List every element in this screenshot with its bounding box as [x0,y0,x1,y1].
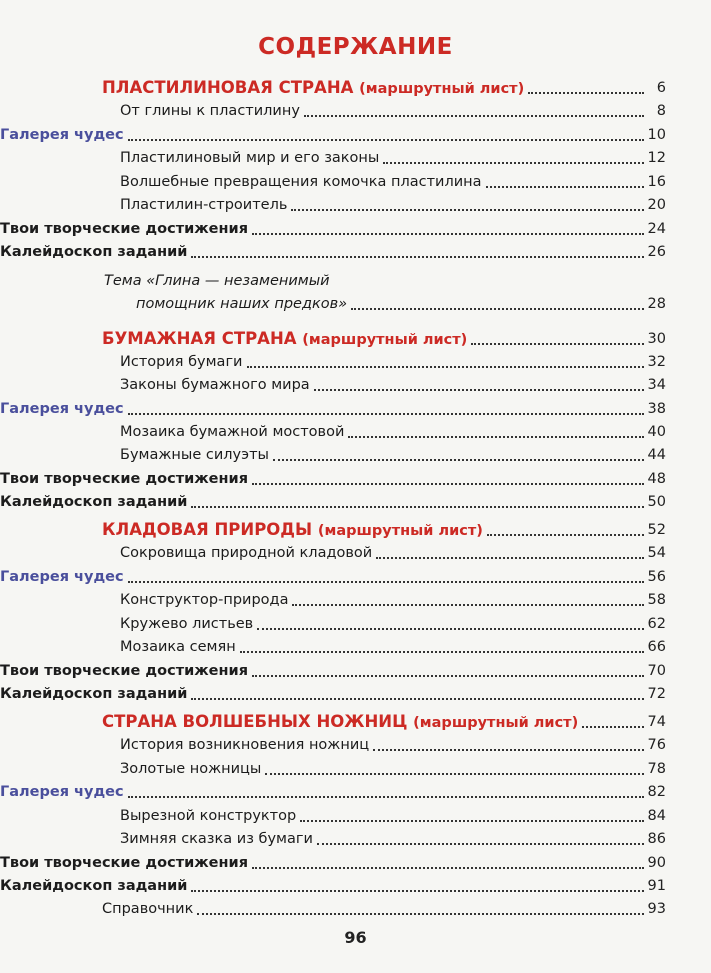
toc-entry[interactable] [0,421,711,443]
toc-leader-dots [252,867,644,869]
toc-entry[interactable] [0,781,711,803]
toc-entry-title: Мозаика бумажной мостовой [120,424,345,440]
toc-entry-page: 32 [647,354,666,370]
toc-entry-title: Золотые ножницы [120,761,262,777]
toc-entry-page: 50 [647,494,666,510]
toc-leader-dots [582,726,644,728]
toc-leader-dots [247,366,645,368]
toc-entry-title: Твои творческие достижения [0,471,249,487]
toc-entry[interactable] [0,491,711,513]
toc-entry[interactable] [0,328,711,350]
toc-leader-dots [317,843,644,845]
toc-leader-dots [351,308,644,310]
toc-entry[interactable] [0,218,711,240]
toc-leader-dots [487,534,644,536]
toc-entry-title: КЛАДОВАЯ ПРИРОДЫ (маршрутный лист) [102,520,483,539]
toc-entry-title: СТРАНА ВОЛШЕБНЫХ НОЖНИЦ (маршрутный лист) [102,712,579,731]
toc-entry-page: 30 [647,331,666,347]
toc-entry[interactable] [0,542,711,564]
toc-entry-page: 56 [647,569,666,585]
toc-entry-title: Твои творческие достижения [0,855,249,871]
page-number: 96 [344,928,367,947]
toc-leader-dots [291,209,644,211]
toc-entry-title: История возникновения ножниц [120,737,370,753]
toc-entry-title: Калейдоскоп заданий [0,686,188,702]
toc-leader-dots [252,675,644,677]
toc-entry-page: 86 [647,831,666,847]
toc-entry-title: Справочник [102,901,194,917]
toc-entry[interactable] [0,351,711,373]
toc-entry[interactable] [0,566,711,588]
toc-entry-title: Зимняя сказка из бумаги [120,831,313,847]
toc-entry[interactable] [0,758,711,780]
toc-entry[interactable] [0,241,711,263]
toc-entry-title: ПЛАСТИЛИНОВАЯ СТРАНА (маршрутный лист) [102,78,525,97]
toc-leader-dots [383,162,644,164]
toc-entry[interactable] [0,519,711,541]
toc-entry-title: Тема «Глина — незаменимый [104,273,330,289]
toc-entry[interactable] [0,660,711,682]
toc-entry-page: 38 [647,401,666,417]
toc-entry-title: Волшебные превращения комочка пластилина [120,174,482,190]
toc-entry-page: 10 [647,127,666,143]
toc-entry-title: Твои творческие достижения [0,663,249,679]
toc-entry-title: Законы бумажного мира [120,377,310,393]
toc-entry[interactable] [0,171,711,193]
toc-entry-page: 52 [647,522,666,538]
toc-entry-page: 6 [656,80,666,96]
toc-entry-page: 72 [647,686,666,702]
toc-entry[interactable] [0,805,711,827]
toc-entry-page: 20 [647,197,666,213]
toc-entry-page: 28 [647,296,666,312]
toc-entry-page: 12 [647,150,666,166]
toc-leader-dots [240,651,644,653]
toc-entry[interactable] [0,293,711,315]
toc-entry-title: Пластилин-строитель [120,197,288,213]
toc-entry-title: История бумаги [120,354,243,370]
toc-entry[interactable] [0,270,711,292]
toc-entry-title: Галерея чудес [0,401,124,417]
toc-entry-page: 90 [647,855,666,871]
toc-leader-dots [128,413,644,415]
toc-entry-page: 58 [647,592,666,608]
toc-entry-page: 74 [647,714,666,730]
toc-entry-page: 82 [647,784,666,800]
toc-entry-page: 8 [656,103,666,119]
toc-entry-page: 24 [647,221,666,237]
toc-leader-dots [252,483,644,485]
toc-entry-title: Галерея чудес [0,784,124,800]
toc-entry[interactable] [0,875,711,897]
toc-entry-title: Кружево листьев [120,616,254,632]
toc-leader-dots [348,436,644,438]
toc-leader-dots [373,749,644,751]
toc-leader-dots [252,233,644,235]
toc-entry-title: помощник наших предков» [136,296,348,312]
toc-entry[interactable] [0,374,711,396]
toc-entry-page: 16 [647,174,666,190]
toc-entry[interactable] [0,77,711,99]
toc-entry[interactable] [0,194,711,216]
toc-entry[interactable] [0,734,711,756]
toc-entry-subtitle: (маршрутный лист) [317,523,483,539]
toc-entry-title: Сокровища природной кладовой [120,545,373,561]
toc-leader-dots [273,459,644,461]
toc-entry[interactable] [0,589,711,611]
toc-entry-title: Мозаика семян [120,639,236,655]
toc-entry-subtitle: (маршрутный лист) [302,332,468,348]
toc-leader-dots [265,773,644,775]
toc-entry-page: 44 [647,447,666,463]
toc-leader-dots [128,139,644,141]
toc-entry-page: 62 [647,616,666,632]
toc-leader-dots [128,796,644,798]
toc-entry-page: 93 [647,901,666,917]
toc-entry-page: 76 [647,737,666,753]
toc-entry[interactable] [0,124,711,146]
toc-entry-page: 66 [647,639,666,655]
toc-entry-page: 34 [647,377,666,393]
toc-leader-dots [191,506,644,508]
toc-entry-title: Конструктор-природа [120,592,289,608]
toc-entry-title: Вырезной конструктор [120,808,297,824]
toc-entry[interactable] [0,468,711,490]
page-title: СОДЕРЖАНИЕ [258,34,453,60]
toc-entry-title: Калейдоскоп заданий [0,494,188,510]
toc-entry-subtitle: (маршрутный лист) [413,715,579,731]
toc-leader-dots [471,343,644,345]
toc-leader-dots [191,890,644,892]
toc-leader-dots [376,557,644,559]
toc-leader-dots [197,913,644,915]
toc-leader-dots [191,256,644,258]
toc-entry-page: 84 [647,808,666,824]
toc-entry-page: 70 [647,663,666,679]
toc-entry[interactable] [0,398,711,420]
toc-entry-title: Пластилиновый мир и его законы [120,150,380,166]
toc-entry[interactable] [0,711,711,733]
toc-entry-page: 78 [647,761,666,777]
toc-entry-page: 48 [647,471,666,487]
toc-entry[interactable] [0,898,711,920]
toc-entry-title: Галерея чудес [0,569,124,585]
toc-entry-title: От глины к пластилину [120,103,300,119]
toc-leader-dots [486,186,644,188]
toc-entry[interactable] [0,444,711,466]
toc-leader-dots [304,115,644,117]
toc-entry[interactable] [0,100,711,122]
toc-entry-title: Твои творческие достижения [0,221,249,237]
toc-leader-dots [300,820,644,822]
toc-entry-title: БУМАЖНАЯ СТРАНА (маршрутный лист) [102,329,468,348]
toc-entry-title: Калейдоскоп заданий [0,878,188,894]
toc-leader-dots [292,604,644,606]
toc-entry-page: 54 [647,545,666,561]
toc-leader-dots [314,389,644,391]
toc-entry[interactable] [0,683,711,705]
toc-entry-title: Калейдоскоп заданий [0,244,188,260]
toc-leader-dots [191,698,644,700]
toc-entry-page: 26 [647,244,666,260]
toc-leader-dots [128,581,644,583]
toc-entry-subtitle: (маршрутный лист) [359,81,525,97]
toc-leader-dots [257,628,644,630]
toc-entry[interactable] [0,828,711,850]
toc-entry-title: Галерея чудес [0,127,124,143]
toc-entry[interactable] [0,147,711,169]
toc-entry-title: Бумажные силуэты [120,447,269,463]
toc-entry-page: 91 [647,878,666,894]
toc-entry[interactable] [0,613,711,635]
toc-leader-dots [528,92,644,94]
toc-entry[interactable] [0,636,711,658]
toc-entry-page: 40 [647,424,666,440]
toc-entry[interactable] [0,852,711,874]
